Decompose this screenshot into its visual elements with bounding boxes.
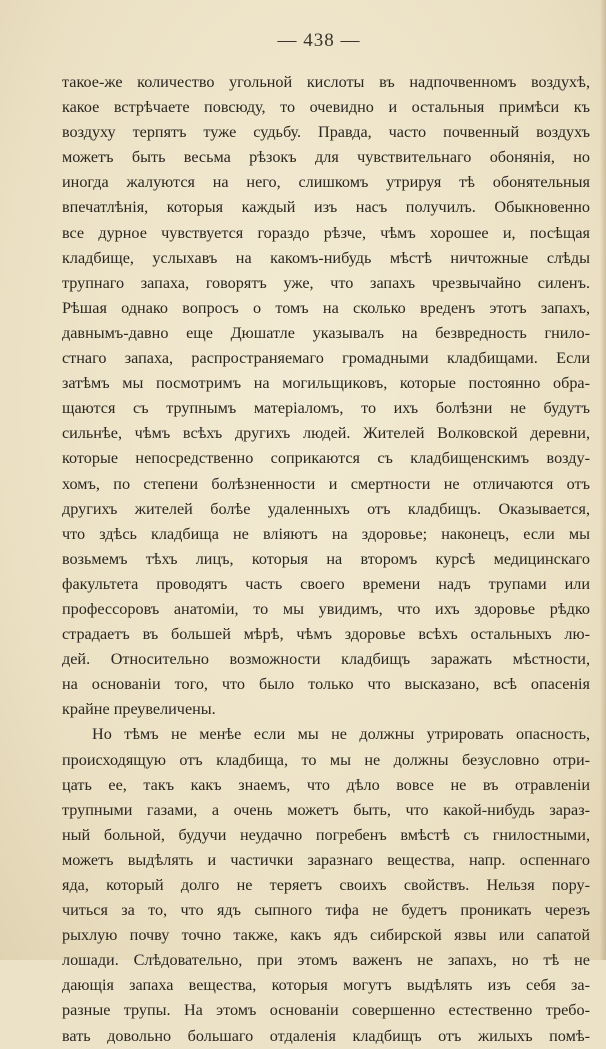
text-line: Но тѣмъ не менѣе если мы не должны утрировать опасность, <box>92 725 590 744</box>
text-line: другихъ жителей болѣе удаленныхъ отъ кладбищъ. Оказывается, <box>62 499 590 518</box>
body-text <box>62 70 590 1049</box>
text-line: страдаетъ въ большей мѣрѣ, чѣмъ здоровье всѣхъ остальныхъ лю- <box>62 625 590 644</box>
text-line: дающія запаха вещества, которыя могутъ выдѣлять изъ себя за- <box>62 976 590 995</box>
text-line: кладбище, услыхавъ на какомъ-нибудь мѣстѣ ничтожные слѣды <box>62 248 590 267</box>
text-line: иногда жалуются на него, слишкомъ утрируя тѣ обонятельныя <box>62 173 590 192</box>
page-edge-shadow <box>600 0 606 960</box>
text-line: вать довольно большаго отдаленія кладбищъ отъ жилыхъ помѣ- <box>62 1026 590 1045</box>
text-line: цать ее, такъ какъ знаемъ, что дѣло вовсе не въ отравленіи <box>62 775 590 794</box>
text-line: дей. Относительно возможности кладбищъ заражать мѣстности, <box>62 650 590 669</box>
text-line: возьмемъ тѣхъ лицъ, которыя на второмъ курсѣ медицинскаго <box>62 549 590 568</box>
text-line: давнымъ-давно еще Дюшатле указывалъ на безвредность гнило- <box>62 323 590 342</box>
text-line: лошади. Слѣдовательно, при этомъ важенъ не запахъ, но тѣ не <box>62 951 590 970</box>
text-line: Рѣшая однако вопросъ о томъ на сколько вреденъ этотъ запахъ, <box>62 298 590 317</box>
text-line: рыхлую почву точно также, какъ ядъ сибирской язвы или сапатой <box>62 926 590 945</box>
text-line: на основаніи того, что было только что высказано, всѣ опасенія <box>62 675 590 694</box>
text-line: впечатлѣнія, которыя каждый изъ насъ получилъ. Обыкновенно <box>62 198 590 217</box>
text-line: профессоровъ анатоміи, то мы увидимъ, что ихъ здоровье рѣдко <box>62 599 590 618</box>
text-line: стнаго запаха, распространяемаго громадными кладбищами. Если <box>62 349 590 368</box>
text-line: какое встрѣчаете повсюду, то очевидно и остальныя примѣси къ <box>62 98 590 117</box>
text-line: крайне преувеличены. <box>62 700 216 719</box>
text-line: разные трупы. На этомъ основаніи совершенно естественно требо- <box>62 1001 590 1020</box>
text-line: происходящую отъ кладбища, то мы не должны безусловно отри- <box>62 750 590 769</box>
text-line: затѣмъ мы посмотримъ на могильщиковъ, которые постоянно обра- <box>62 374 590 393</box>
text-line: все дурное чувствуется гораздо рѣзче, чѣмъ хорошее и, посѣщая <box>62 223 590 242</box>
text-line: такое-же количество угольной кислоты въ надпочвенномъ воздухѣ, <box>62 73 590 91</box>
text-line: можетъ выдѣлять и частички заразнаго вещества, напр. оспеннаго <box>62 850 590 869</box>
text-line: трупнаго запаха, говорятъ уже, что запахъ чрезвычайно силенъ. <box>62 273 590 292</box>
text-line: трупными газами, а очень можетъ быть, что какой-нибудь зараз- <box>62 800 590 819</box>
text-line: факультета проводятъ часть своего времени надъ трупами или <box>62 574 590 593</box>
text-line: ный больной, будучи неудачно погребенъ вмѣстѣ съ гнилостными, <box>62 825 590 844</box>
text-line: можетъ быть весьма рѣзокъ для чувствительнаго обонянія, но <box>62 148 590 167</box>
text-line: воздуху терпятъ туже судьбу. Правда, часто почвенный воздухъ <box>62 123 590 142</box>
text-line: читься за то, что ядъ сыпного тифа не будетъ проникать черезъ <box>62 901 590 920</box>
text-line: что здѣсь кладбища не вліяютъ на здоровье; наконецъ, если мы <box>62 524 590 543</box>
text-line: яда, который долго не теряетъ своихъ свойствъ. Нельзя пору- <box>62 876 590 894</box>
text-line: хомъ, по степени болѣзненности и смертности не отличаются отъ <box>62 474 590 493</box>
text-line: щаются съ трупнымъ матеріаломъ, то ихъ болѣзни не будутъ <box>62 399 590 418</box>
page-number: — 438 — <box>277 30 361 51</box>
text-line: сильнѣе, чѣмъ всѣхъ другихъ людей. Жителей Волковской деревни, <box>62 424 590 443</box>
text-line: которые непосредственно соприкаются съ кладбищенскимъ возду- <box>62 449 590 468</box>
